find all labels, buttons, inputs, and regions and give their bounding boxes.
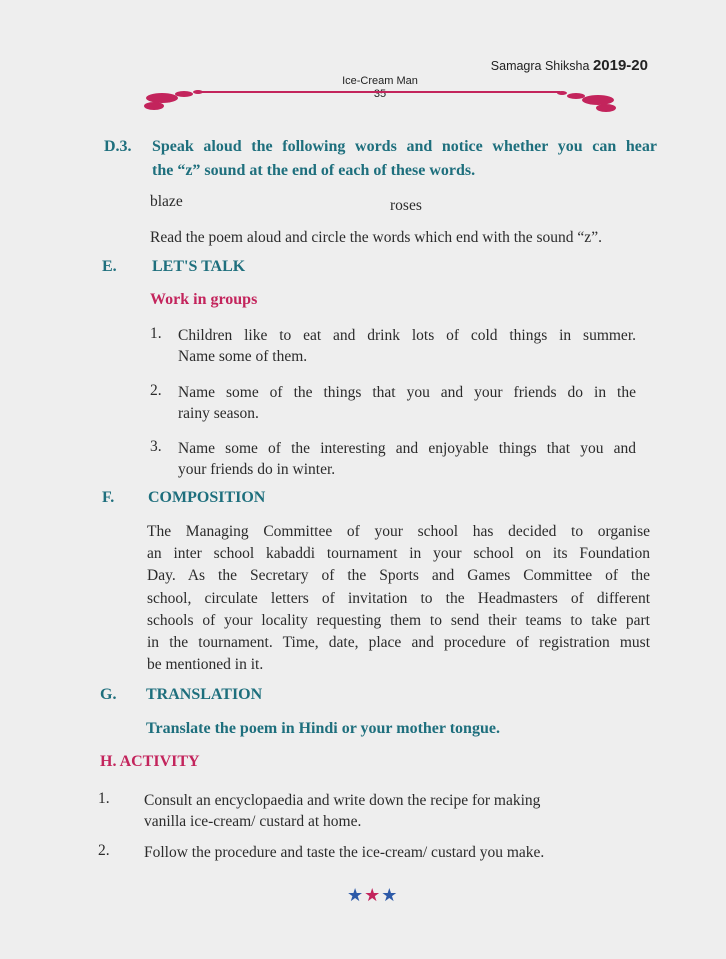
d3-word-blaze: blaze [150, 193, 183, 210]
section-e-title: LET'S TALK [152, 258, 246, 275]
list-item-number: 2. [98, 842, 110, 859]
section-g-instruction: Translate the poem in Hindi or your mother tongue. [146, 720, 500, 737]
paragraph-line: an inter school kabaddi tournament in your school on its Foundation [147, 545, 650, 563]
list-item-number: 2. [150, 382, 162, 399]
list-item-line1: Children like to eat and drink lots of cold things in summer. [178, 327, 636, 344]
decorative-header-rule [140, 86, 620, 114]
paragraph-line: in the tournament. Time, date, place and procedure of registration must [147, 634, 650, 652]
page-number: 35 [373, 88, 387, 100]
paragraph-line: schools of your locality requesting them to send their teams to take part [147, 611, 650, 629]
list-item-number: 1. [98, 790, 110, 807]
publisher-name: Samagra Shiksha [490, 59, 590, 73]
list-item-line2: Name some of them. [178, 348, 308, 365]
section-e-subtitle: Work in groups [150, 291, 258, 308]
section-d3-label: D.3. [104, 138, 132, 155]
list-item-line1: Follow the procedure and taste the ice-cream/ custard you make. [144, 844, 545, 861]
d3-instruction-line1: Speak aloud the following words and notice whether you can hear [152, 138, 657, 155]
list-item [98, 842, 628, 866]
list-item-line1: Name some of the things that you and your friends do in the [178, 384, 636, 401]
publisher-year: 2019-20 [592, 57, 648, 74]
right-ornament-icon [557, 91, 616, 112]
chapter-title: Ice-Cream Man [342, 75, 418, 87]
composition-paragraph [147, 521, 650, 676]
paragraph-line: be mentioned in it. [147, 656, 264, 674]
list-item [150, 382, 636, 426]
star-icon: ★ [364, 885, 382, 905]
list-item-line2: your friends do in winter. [178, 461, 336, 478]
section-f-title: COMPOSITION [148, 489, 266, 506]
section-g-label: G. [100, 686, 117, 703]
left-ornament-icon [144, 90, 203, 110]
publisher-header [491, 57, 648, 74]
list-item-line1: Name some of the interesting and enjoyable things that you and [178, 440, 636, 457]
footer-stars [347, 885, 398, 906]
section-g-title: TRANSLATION [146, 686, 263, 703]
paragraph-line: The Managing Committee of your school has decided to organise [147, 523, 650, 540]
list-item-line2: vanilla ice-cream/ custard at home. [144, 813, 362, 830]
paragraph-line: school, circulate letters of invitation to the Headmasters of different [147, 589, 650, 607]
paragraph-line: Day. As the Secretary of the Sports and Games Committee of the [147, 567, 650, 585]
list-item [150, 325, 636, 369]
list-item-number: 3. [150, 438, 162, 455]
list-item-number: 1. [150, 325, 162, 342]
list-item-line2: rainy season. [178, 405, 259, 422]
star-icon: ★ [381, 885, 399, 905]
section-f-label: F. [102, 489, 115, 506]
list-item [150, 438, 636, 482]
section-e-label: E. [102, 258, 117, 275]
d3-instruction-line2: the “z” sound at the end of each of these words. [152, 162, 476, 179]
list-item [98, 790, 618, 834]
section-h-title: H. ACTIVITY [100, 753, 200, 770]
star-icon: ★ [347, 885, 365, 905]
list-item-line1: Consult an encyclopaedia and write down the recipe for making [144, 792, 541, 809]
d3-word-roses: roses [390, 197, 422, 214]
d3-task: Read the poem aloud and circle the words which end with the sound “z”. [150, 229, 602, 246]
